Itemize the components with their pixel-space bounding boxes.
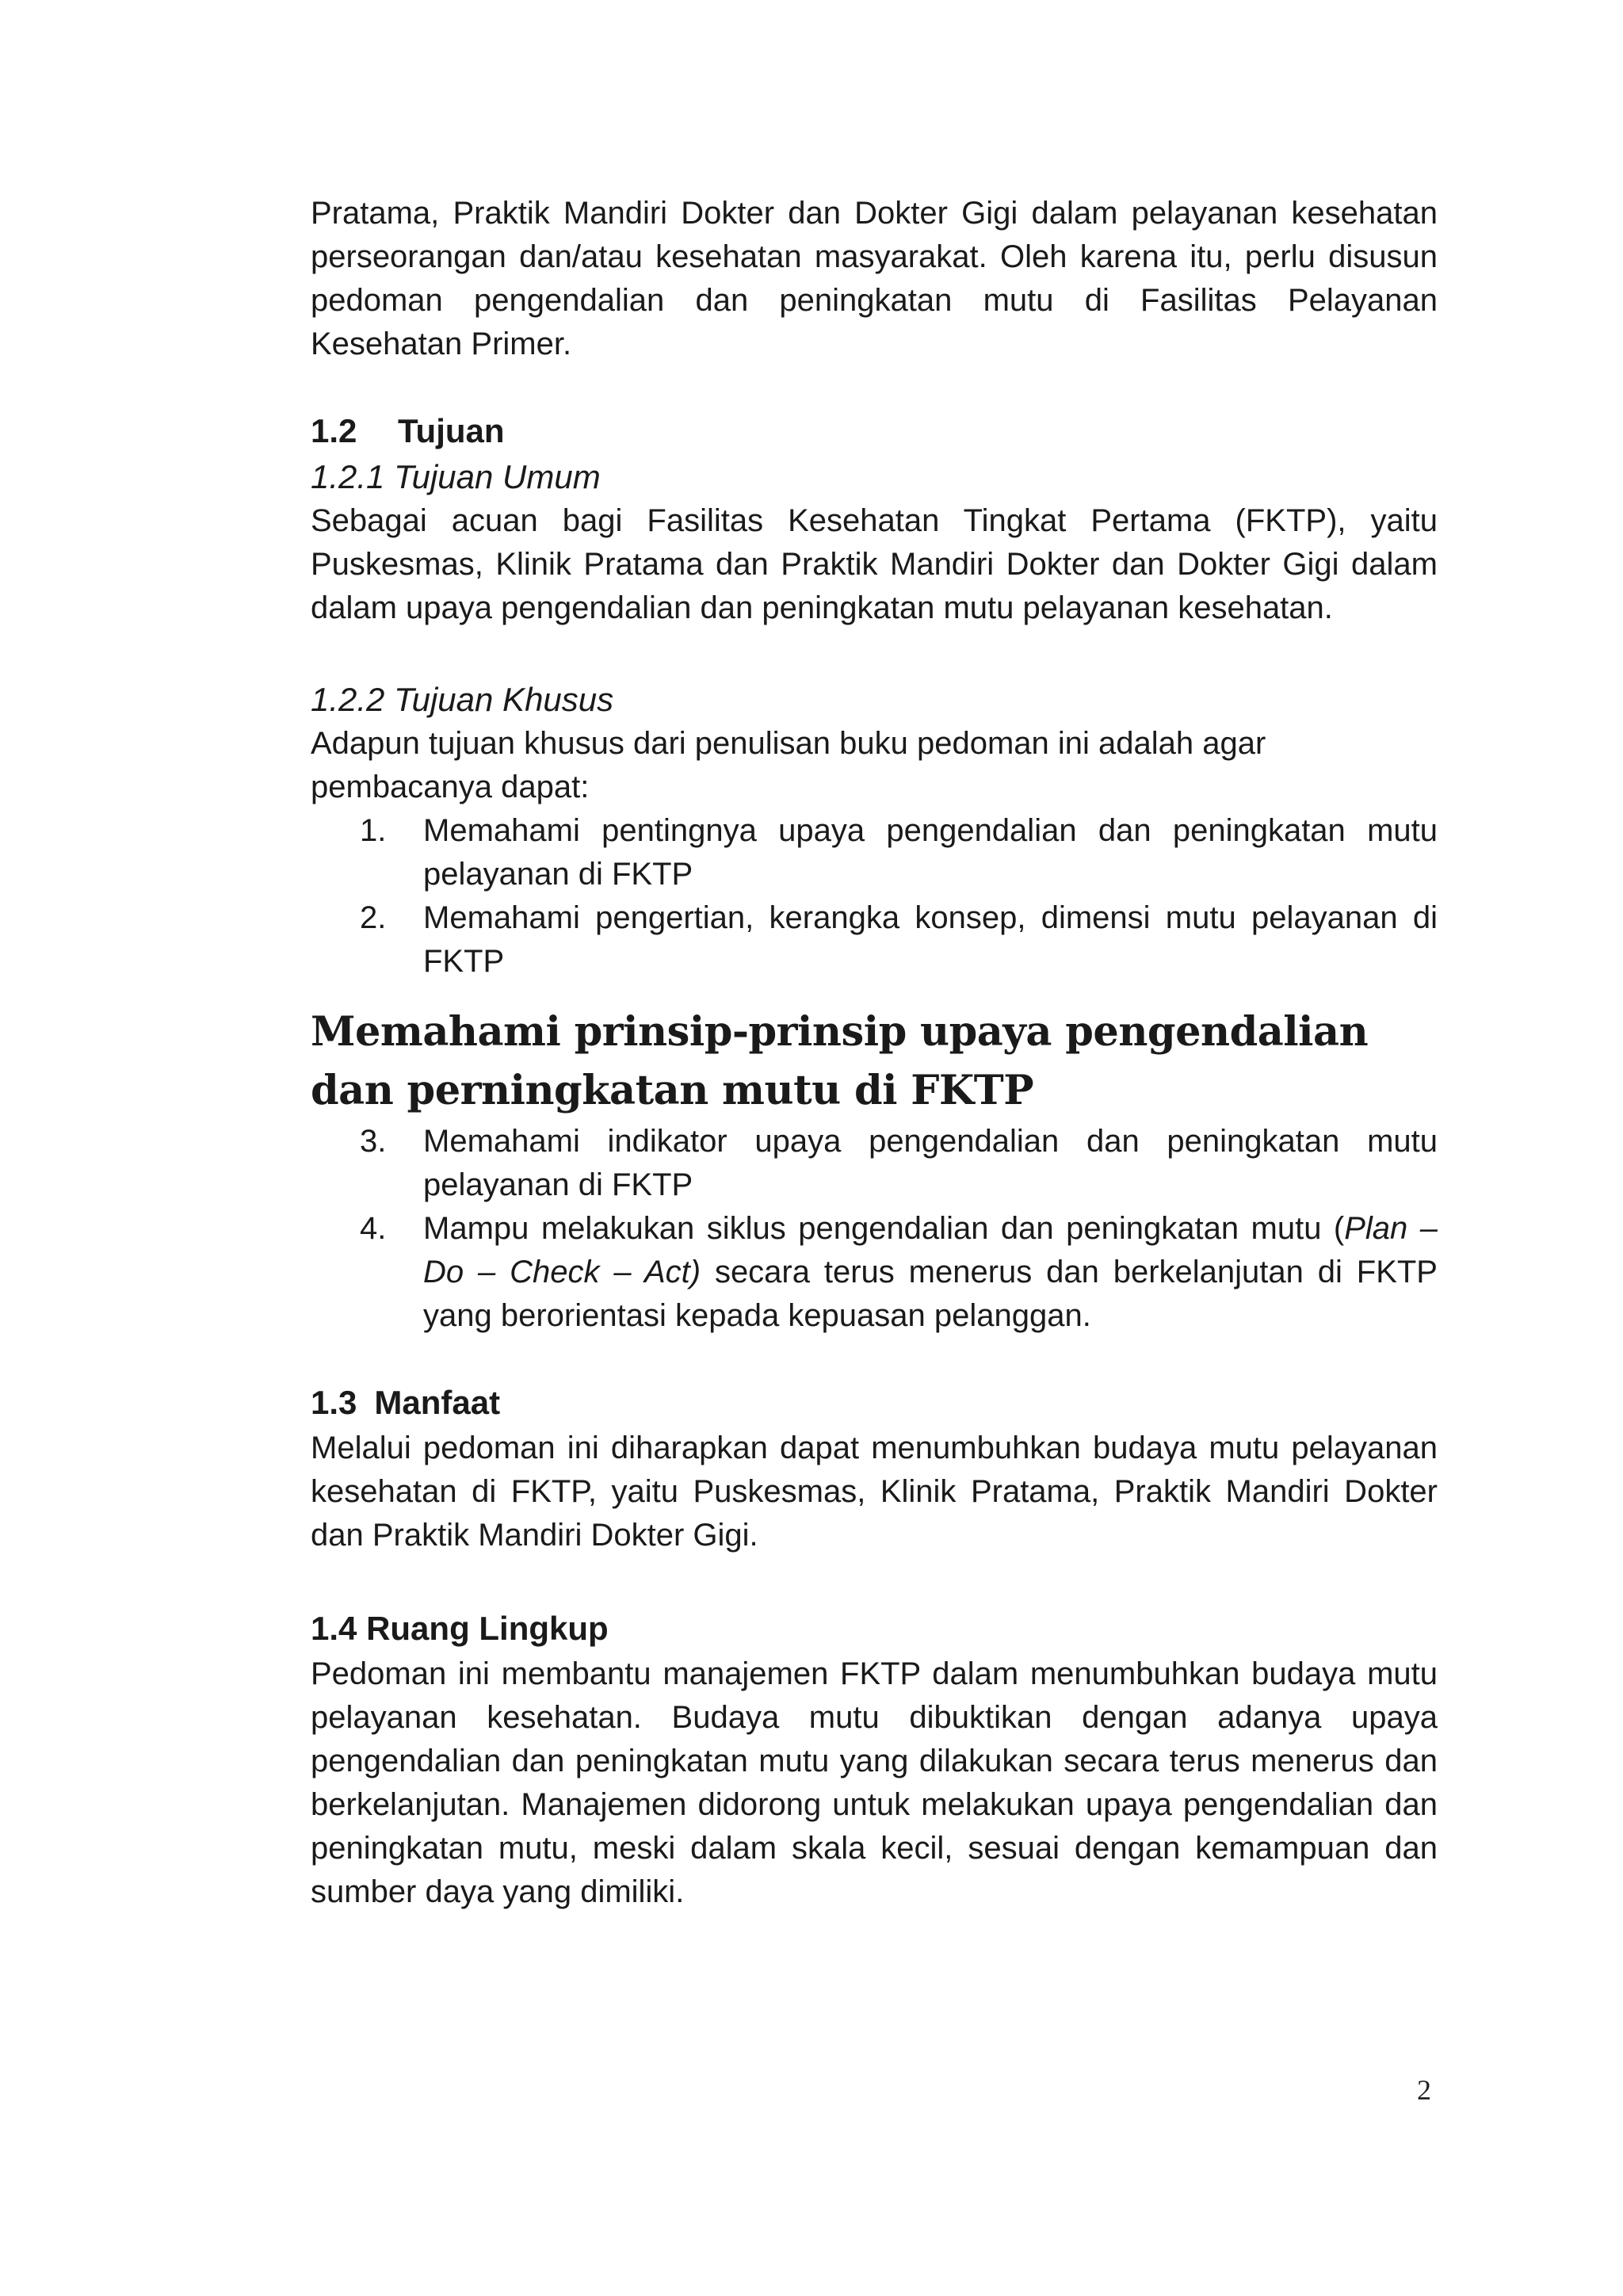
page-number: 2 <box>1417 2074 1431 2106</box>
tujuan-khusus-list <box>311 809 1438 984</box>
section-number: 1.4 <box>311 1610 357 1647</box>
section-heading-1-3 <box>311 1379 1438 1427</box>
list-item: 2. Memahami pengertian, kerangka konsep, dimensi mutu pelayanan di FKTP <box>360 900 1438 979</box>
intro-paragraph: Pratama, Praktik Mandiri Dokter dan Dokter Gigi dalam pelayanan kesehatan perseorangan dan/atau kesehatan masyarakat. Oleh karena itu, perlu disusun pedoman pengendalian dan peningkatan mutu di Fasilitas Pelayanan Kesehatan Primer. <box>311 196 1438 361</box>
section-number: 1.2 <box>311 412 357 449</box>
list-item: 4. Mampu melakukan siklus pengendalian dan peningkatan mutu (Plan – Do – Check – Act) secara terus menerus dan berkelanjutan di FKTP yang berorientasi kepada kepuasan pelanggan. <box>360 1211 1438 1333</box>
section-title: Manfaat <box>374 1384 501 1421</box>
section-heading-1-4 <box>311 1605 1438 1652</box>
ruang-lingkup-paragraph: Pedoman ini membantu manajemen FKTP dalam menumbuhkan budaya mutu pelayanan kesehatan. Budaya mutu dibuktikan dengan adanya upaya pengendalian dan peningkatan mutu yang dilakukan secara terus menerus dan berkelanjutan. Manajemen didorong untuk melakukan upaya pengendalian dan peningkatan mutu, meski dalam skala kecil, sesuai dengan kemampuan dan sumber daya yang dimiliki. <box>311 1656 1438 1909</box>
principles-heading: Memahami prinsip-prinsip upaya pengendalian dan perningkatan mutu di FKTP <box>311 1008 1369 1114</box>
tujuan-khusus-intro: Adapun tujuan khusus dari penulisan buku pedoman ini adalah agar pembacanya dapat: <box>311 726 1266 804</box>
document-page <box>311 192 1438 1914</box>
tujuan-khusus-list-continued <box>311 1120 1438 1338</box>
section-number: 1.3 <box>311 1384 357 1421</box>
subsection-heading-1-2-2: 1.2.2 Tujuan Khusus <box>311 681 614 718</box>
list-item: 3. Memahami indikator upaya pengendalian dan peningkatan mutu pelayanan di FKTP <box>360 1124 1438 1202</box>
list-item: 1. Memahami pentingnya upaya pengendalian dan peningkatan mutu pelayanan di FKTP <box>360 813 1438 892</box>
section-title: Ruang Lingkup <box>366 1610 609 1647</box>
manfaat-paragraph: Melalui pedoman ini diharapkan dapat menumbuhkan budaya mutu pelayanan kesehatan di FKTP, yaitu Puskesmas, Klinik Pratama, Praktik Mandiri Dokter dan Praktik Mandiri Dokter Gigi. <box>311 1431 1438 1553</box>
section-title: Tujuan <box>398 412 505 449</box>
subsection-heading-1-2-1: 1.2.1 Tujuan Umum <box>311 458 601 495</box>
section-heading-1-2 <box>311 407 1438 455</box>
tujuan-umum-paragraph: Sebagai acuan bagi Fasilitas Kesehatan Tingkat Pertama (FKTP), yaitu Puskesmas, Klinik Pratama dan Praktik Mandiri Dokter dan Dokter Gigi dalam dalam upaya pengendalian dan peningkatan mutu pelayanan kesehatan. <box>311 503 1438 625</box>
